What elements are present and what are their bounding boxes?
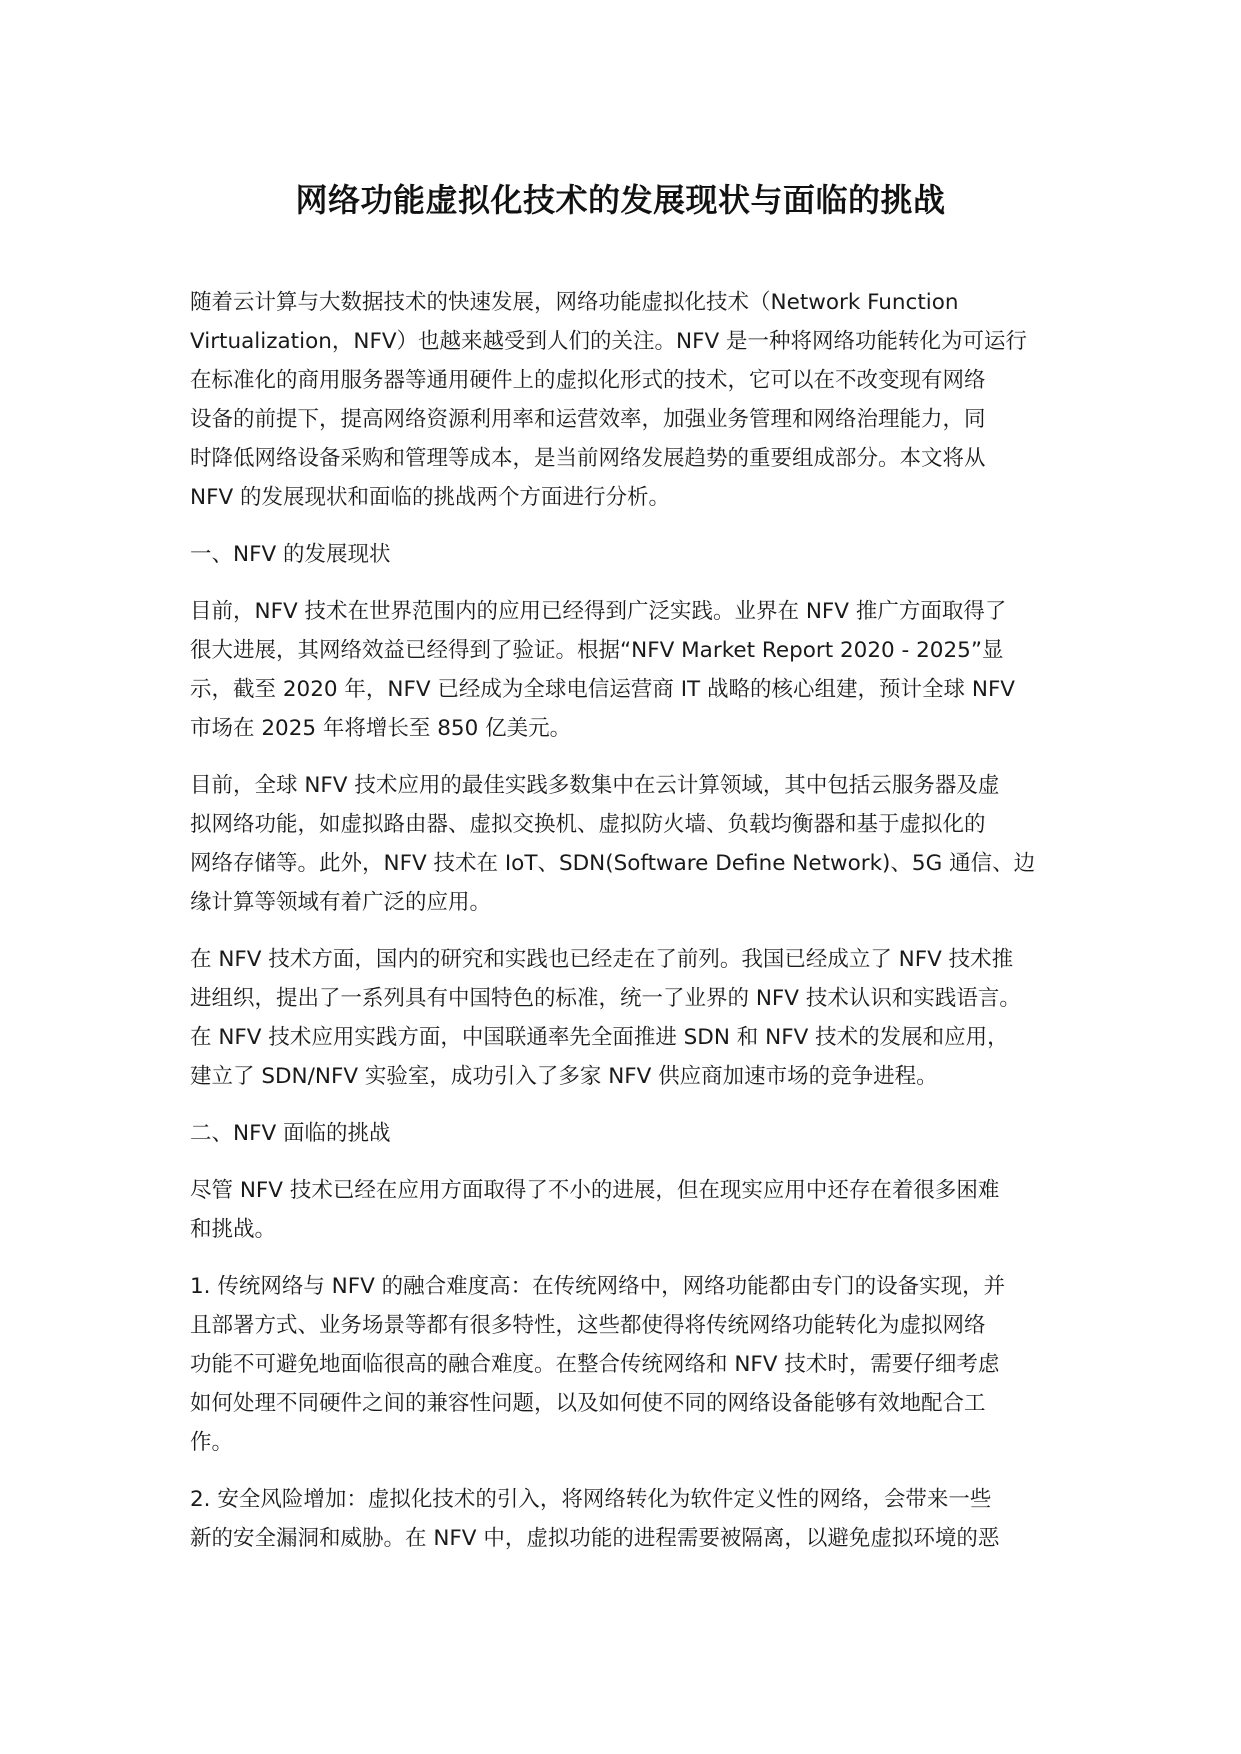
text-line: 新的安全漏洞和威胁。在 NFV 中，虚拟功能的进程需要被隔离，以避免虚拟环境的恶 bbox=[190, 1526, 1000, 1551]
text-line: 示，截至 2020 年，NFV 已经成为全球电信运营商 IT 战略的核心组建，预计全球 NFV bbox=[190, 677, 1016, 702]
paragraph-status-3 bbox=[190, 940, 1070, 1096]
text-line: 作。 bbox=[190, 1430, 234, 1455]
text-line: 如何处理不同硬件之间的兼容性问题，以及如何使不同的网络设备能够有效地配合工 bbox=[190, 1391, 986, 1416]
text-line: 缘计算等领域有着广泛的应用。 bbox=[190, 890, 492, 915]
text-line: 且部署方式、业务场景等都有很多特性，这些都使得将传统网络功能转化为虚拟网络 bbox=[190, 1313, 986, 1338]
paragraph-challenges-intro bbox=[190, 1171, 1070, 1249]
text-line: 设备的前提下，提高网络资源利用率和运营效率，加强业务管理和网络治理能力，同 bbox=[190, 407, 986, 432]
paragraph-status-1 bbox=[190, 592, 1070, 748]
text-line: 拟网络功能，如虚拟路由器、虚拟交换机、虚拟防火墙、负载均衡器和基于虚拟化的 bbox=[190, 812, 986, 837]
text-line: 在 NFV 技术应用实践方面，中国联通率先全面推进 SDN 和 NFV 技术的发展和应用， bbox=[190, 1025, 1009, 1050]
text-line: 进组织，提出了一系列具有中国特色的标准，统一了业界的 NFV 技术认识和实践语言。 bbox=[190, 986, 1021, 1011]
text-line: 随着云计算与大数据技术的快速发展，网络功能虚拟化技术（Network Function bbox=[190, 290, 959, 315]
text-line: 1. 传统网络与 NFV 的融合难度高：在传统网络中，网络功能都由专门的设备实现，并 bbox=[190, 1274, 1006, 1299]
section-heading-2: 二、NFV 面临的挑战 bbox=[190, 1121, 391, 1146]
text-line: 在标准化的商用服务器等通用硬件上的虚拟化形式的技术，它可以在不改变现有网络 bbox=[190, 368, 986, 393]
text-line: 建立了 SDN/NFV 实验室，成功引入了多家 NFV 供应商加速市场的竞争进程。 bbox=[190, 1064, 938, 1089]
text-line: 目前，全球 NFV 技术应用的最佳实践多数集中在云计算领域，其中包括云服务器及虚 bbox=[190, 773, 1000, 798]
text-line: 功能不可避免地面临很高的融合难度。在整合传统网络和 NFV 技术时，需要仔细考虑 bbox=[190, 1352, 1000, 1377]
text-line: 很大进展，其网络效益已经得到了验证。根据“NFV Market Report 2020 - 2025”显 bbox=[190, 638, 1004, 663]
paragraph-challenge-1 bbox=[190, 1267, 1070, 1462]
text-line: Virtualization，NFV）也越来越受到人们的关注。NFV 是一种将网络功能转化为可运行 bbox=[190, 329, 1028, 354]
text-line: 和挑战。 bbox=[190, 1217, 277, 1242]
text-line: 市场在 2025 年将增长至 850 亿美元。 bbox=[190, 716, 572, 741]
document-body bbox=[190, 283, 1070, 1576]
paragraph-status-2 bbox=[190, 766, 1070, 922]
paragraph-challenge-2 bbox=[190, 1480, 1070, 1558]
text-line: 时降低网络设备采购和管理等成本，是当前网络发展趋势的重要组成部分。本文将从 bbox=[190, 446, 986, 471]
text-line: 网络存储等。此外，NFV 技术在 IoT、SDN(Software Define Network)、5G 通信、边 bbox=[190, 851, 1036, 876]
section-heading-1: 一、NFV 的发展现状 bbox=[190, 542, 391, 567]
text-line: NFV 的发展现状和面临的挑战两个方面进行分析。 bbox=[190, 485, 670, 510]
text-line: 目前，NFV 技术在世界范围内的应用已经得到广泛实践。业界在 NFV 推广方面取得了 bbox=[190, 599, 1007, 624]
text-line: 2. 安全风险增加：虚拟化技术的引入，将网络转化为软件定义性的网络，会带来一些 bbox=[190, 1487, 992, 1512]
text-line: 在 NFV 技术方面，国内的研究和实践也已经走在了前列。我国已经成立了 NFV 技术推 bbox=[190, 947, 1014, 972]
document-title: 网络功能虚拟化技术的发展现状与面临的挑战 bbox=[295, 181, 946, 219]
paragraph-intro bbox=[190, 283, 1070, 517]
text-line: 尽管 NFV 技术已经在应用方面取得了不小的进展，但在现实应用中还存在着很多困难 bbox=[190, 1178, 1000, 1203]
